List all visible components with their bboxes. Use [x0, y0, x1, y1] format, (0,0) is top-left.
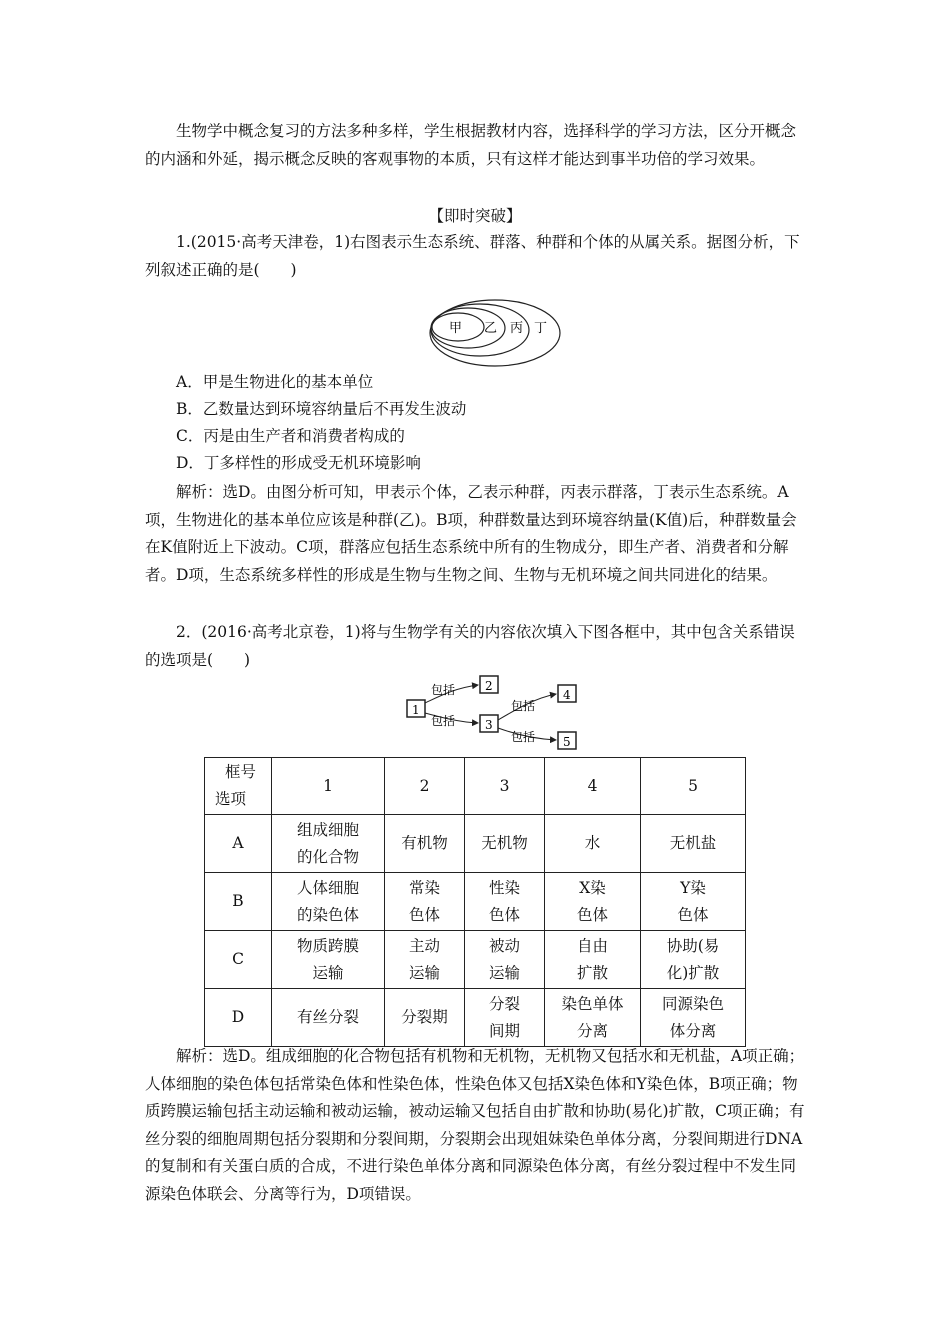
inclusion-box-diagram	[400, 670, 590, 752]
box-5-label: 5	[563, 735, 571, 749]
col-header: 4	[545, 758, 641, 815]
box-4-label: 4	[563, 688, 571, 702]
q1-option-a: A．甲是生物进化的基本单位	[176, 373, 374, 391]
q2-stem: 2．(2016·高考北京卷，1)将与生物学有关的内容依次填入下图各框中，其中包含关系错误的选项是( )	[145, 623, 795, 669]
col-header: 3	[465, 758, 545, 815]
table-row-c	[205, 931, 746, 989]
table-cell: 主动 运输	[385, 931, 465, 989]
table-cell: 无机盐	[641, 815, 746, 873]
label-bing: 丙	[510, 321, 524, 336]
table-cell: 人体细胞 的染色体	[272, 873, 385, 931]
col-header: 1	[272, 758, 385, 815]
arrow-label-1-3: 包括	[431, 714, 456, 728]
arrow-label-3-4: 包括	[511, 699, 536, 713]
q2-analysis: 解析：选D。组成细胞的化合物包括有机物和无机物，无机物又包括水和无机盐，A项正确；人体细胞的染色体包括常染色体和性染色体，性染色体又包括X染色体和Y染色体，B项正确；物质跨膜运输包括主动运输和被动运输，被动运输又包括自由扩散和协助(易化)扩散，C项正确；有丝分裂的细胞周期包括分裂期和分裂间期，分裂期会出现姐妹染色单体分离，分裂间期进行DNA的复制和有关蛋白质的合成，不进行染色单体分离和同源染色体分离，有丝分裂过程中不发生同源染色体联会、分离等行为，D项错误。	[145, 1047, 805, 1203]
table-row-b	[205, 873, 746, 931]
table-cell: 有丝分裂	[272, 989, 385, 1047]
table-cell: Y染 色体	[641, 873, 746, 931]
col-header: 5	[641, 758, 746, 815]
row-key: C	[205, 931, 272, 989]
q1-option-b: B．乙数量达到环境容纳量后不再发生波动	[176, 400, 467, 418]
table-cell: 组成细胞 的化合物	[272, 815, 385, 873]
table-cell: 常染 色体	[385, 873, 465, 931]
q1-stem: 1.(2015·高考天津卷，1)右图表示生态系统、群落、种群和个体的从属关系。据图分析，下列叙述正确的是( )	[145, 233, 800, 279]
table-header-row	[205, 758, 746, 815]
table-row-d	[205, 989, 746, 1047]
nested-ellipse-diagram	[428, 297, 563, 369]
label-ding: 丁	[534, 321, 548, 336]
intro-paragraph: 生物学中概念复习的方法多种多样，学生根据教材内容，选择科学的学习方法，区分开概念的内涵和外延，揭示概念反映的客观事物的本质，只有这样才能达到事半功倍的学习效果。	[145, 122, 797, 168]
table-cell: 自由 扩散	[545, 931, 641, 989]
table-row-a	[205, 815, 746, 873]
table-cell: X染 色体	[545, 873, 641, 931]
table-cell: 分裂期	[385, 989, 465, 1047]
table-cell: 无机物	[465, 815, 545, 873]
arrow-label-3-5: 包括	[511, 730, 536, 744]
table-cell: 有机物	[385, 815, 465, 873]
q1-analysis: 解析：选D。由图分析可知，甲表示个体，乙表示种群，丙表示群落，丁表示生态系统。A项，生物进化的基本单位应该是种群(乙)。B项，种群数量达到环境容纳量(K值)后，种群数量会在K值附近上下波动。C项，群落应包括生态系统中所有的生物成分，即生产者、消费者和分解者。D项，生态系统多样性的形成是生物与生物之间、生物与无机环境之间共同进化的结果。	[145, 483, 797, 584]
options-table	[204, 757, 746, 1047]
section-title: 【即时突破】	[428, 207, 522, 225]
table-cell: 性染 色体	[465, 873, 545, 931]
box-3-label: 3	[485, 718, 493, 732]
table-cell: 同源染色 体分离	[641, 989, 746, 1047]
table-corner-header: 框号 选项	[205, 758, 272, 815]
table-cell: 物质跨膜 运输	[272, 931, 385, 989]
row-key: D	[205, 989, 272, 1047]
row-key: A	[205, 815, 272, 873]
table-cell: 水	[545, 815, 641, 873]
box-1-label: 1	[412, 703, 420, 717]
q1-option-c: C．丙是由生产者和消费者构成的	[176, 427, 405, 445]
box-2-label: 2	[485, 679, 493, 693]
table-cell: 染色单体 分离	[545, 989, 641, 1047]
table-cell: 协助(易 化)扩散	[641, 931, 746, 989]
table-cell: 被动 运输	[465, 931, 545, 989]
row-key: B	[205, 873, 272, 931]
q1-option-d: D．丁多样性的形成受无机环境影响	[176, 454, 421, 472]
label-jia: 甲	[449, 321, 463, 336]
col-header: 2	[385, 758, 465, 815]
arrow-label-1-2: 包括	[431, 683, 456, 697]
label-yi: 乙	[484, 321, 498, 336]
table-cell: 分裂 间期	[465, 989, 545, 1047]
